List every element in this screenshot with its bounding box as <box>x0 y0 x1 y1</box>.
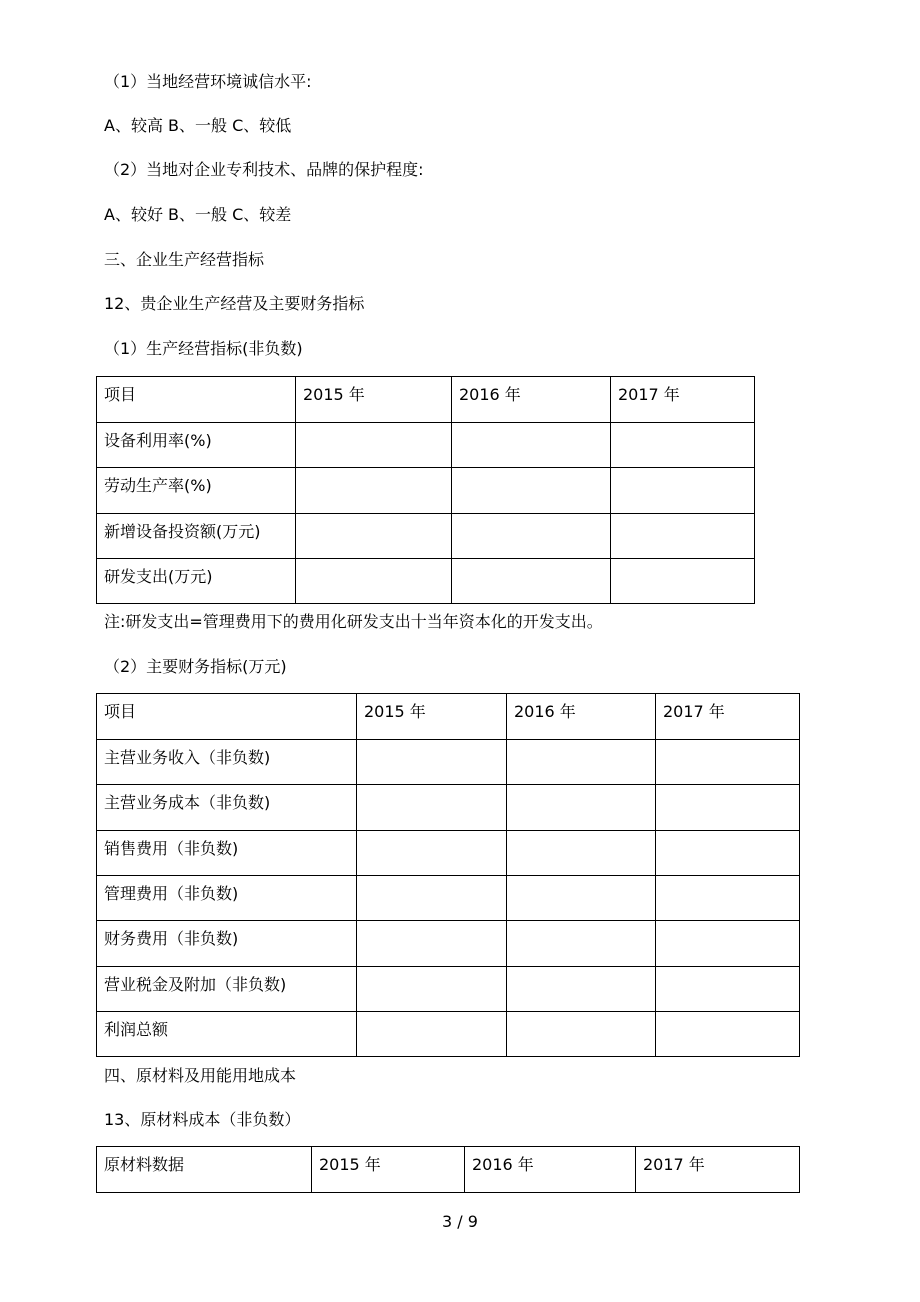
header-cell: 2017 年 <box>611 377 755 423</box>
table-row <box>97 514 755 559</box>
row-label: 营业税金及附加（非负数) <box>97 967 357 1012</box>
table-row <box>97 876 800 921</box>
input-cell[interactable] <box>452 423 611 468</box>
q13-title: 13、原材料成本（非负数） <box>104 1110 301 1129</box>
input-cell[interactable] <box>357 921 507 967</box>
table-row <box>97 967 800 1012</box>
table-header-row <box>97 377 755 423</box>
input-cell[interactable] <box>357 785 507 831</box>
header-cell: 2017 年 <box>656 694 800 740</box>
q12-title: 12、贵企业生产经营及主要财务指标 <box>104 294 365 313</box>
input-cell[interactable] <box>611 514 755 559</box>
input-cell[interactable] <box>507 785 656 831</box>
input-cell[interactable] <box>452 514 611 559</box>
header-cell: 2015 年 <box>296 377 452 423</box>
page-number: 3 / 9 <box>442 1212 478 1231</box>
header-cell: 项目 <box>97 694 357 740</box>
row-label: 劳动生产率(%) <box>97 468 296 514</box>
input-cell[interactable] <box>656 831 800 876</box>
header-cell: 2017 年 <box>636 1147 800 1193</box>
input-cell[interactable] <box>611 468 755 514</box>
input-cell[interactable] <box>611 559 755 604</box>
input-cell[interactable] <box>656 876 800 921</box>
table-row <box>97 921 800 967</box>
table-header-row <box>97 1147 800 1193</box>
production-indicators-table <box>96 376 755 604</box>
input-cell[interactable] <box>357 740 507 785</box>
input-cell[interactable] <box>296 514 452 559</box>
header-cell: 2015 年 <box>312 1147 465 1193</box>
table-header-row <box>97 694 800 740</box>
input-cell[interactable] <box>296 423 452 468</box>
row-label: 销售费用（非负数) <box>97 831 357 876</box>
input-cell[interactable] <box>357 1012 507 1057</box>
table1-note: 注:研发支出=管理费用下的费用化研发支出十当年资本化的开发支出。 <box>104 612 603 631</box>
table-row <box>97 740 800 785</box>
raw-material-table <box>96 1146 800 1193</box>
row-label: 主营业务收入（非负数) <box>97 740 357 785</box>
table-row <box>97 785 800 831</box>
row-label: 管理费用（非负数) <box>97 876 357 921</box>
header-cell: 2016 年 <box>465 1147 636 1193</box>
table-row <box>97 423 755 468</box>
financial-indicators-table <box>96 693 800 1057</box>
input-cell[interactable] <box>611 423 755 468</box>
input-cell[interactable] <box>296 468 452 514</box>
input-cell[interactable] <box>507 831 656 876</box>
row-label: 主营业务成本（非负数) <box>97 785 357 831</box>
input-cell[interactable] <box>507 740 656 785</box>
row-label: 财务费用（非负数) <box>97 921 357 967</box>
q11-sub1-text: （1）当地经营环境诚信水平: <box>104 72 312 91</box>
input-cell[interactable] <box>507 921 656 967</box>
q11-sub2-options: A、较好 B、一般 C、较差 <box>104 205 292 224</box>
table1-caption: （1）生产经营指标(非负数) <box>104 339 303 358</box>
input-cell[interactable] <box>656 740 800 785</box>
table-row <box>97 559 755 604</box>
input-cell[interactable] <box>507 967 656 1012</box>
input-cell[interactable] <box>357 831 507 876</box>
row-label: 设备利用率(%) <box>97 423 296 468</box>
input-cell[interactable] <box>452 559 611 604</box>
header-cell: 原材料数据 <box>97 1147 312 1193</box>
q11-sub2-text: （2）当地对企业专利技术、品牌的保护程度: <box>104 160 424 179</box>
section4-title: 四、原材料及用能用地成本 <box>104 1066 297 1085</box>
header-cell: 项目 <box>97 377 296 423</box>
input-cell[interactable] <box>507 1012 656 1057</box>
row-label: 利润总额 <box>97 1012 357 1057</box>
header-cell: 2015 年 <box>357 694 507 740</box>
input-cell[interactable] <box>507 876 656 921</box>
input-cell[interactable] <box>357 876 507 921</box>
table-row <box>97 1012 800 1057</box>
input-cell[interactable] <box>357 967 507 1012</box>
table-row <box>97 831 800 876</box>
input-cell[interactable] <box>656 785 800 831</box>
input-cell[interactable] <box>296 559 452 604</box>
input-cell[interactable] <box>656 921 800 967</box>
row-label: 新增设备投资额(万元) <box>97 514 296 559</box>
section3-title: 三、企业生产经营指标 <box>104 250 265 269</box>
header-cell: 2016 年 <box>452 377 611 423</box>
input-cell[interactable] <box>452 468 611 514</box>
input-cell[interactable] <box>656 967 800 1012</box>
table2-caption: （2）主要财务指标(万元) <box>104 657 287 676</box>
q11-sub1-options: A、较高 B、一般 C、较低 <box>104 116 292 135</box>
input-cell[interactable] <box>656 1012 800 1057</box>
header-cell: 2016 年 <box>507 694 656 740</box>
table-row <box>97 468 755 514</box>
row-label: 研发支出(万元) <box>97 559 296 604</box>
